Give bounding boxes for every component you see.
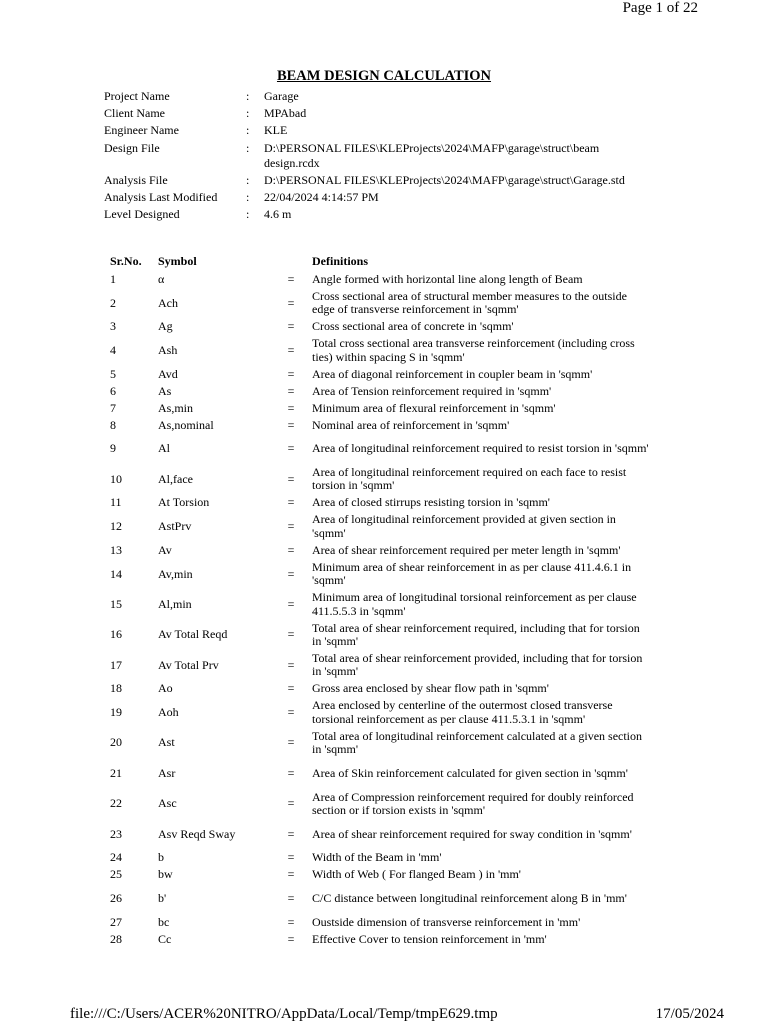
definition-row <box>110 789 670 819</box>
definition-text: Oustside dimension of transverse reinforcement in 'mm' <box>312 914 581 929</box>
header-definitions: Definitions <box>312 254 369 268</box>
definition-text: Minimum area of longitudinal torsional reinforcement as per clause 411.5.5.3 in 'sqmm' <box>312 590 637 618</box>
definition-row <box>110 849 670 866</box>
definition-symbol: Ag <box>158 319 173 334</box>
definition-text: Width of Web ( For flanged Beam ) in 'mm' <box>312 867 521 882</box>
equals-sign: = <box>287 765 295 780</box>
definition-text: Minimum area of shear reinforcement in as per clause 411.4.6.1 in 'sqmm' <box>312 559 632 588</box>
definition-sr-no: 15 <box>110 596 122 611</box>
definition-sr-no: 28 <box>110 931 122 946</box>
definition-symbol: Av <box>158 542 172 557</box>
definitions-body <box>110 271 670 948</box>
definition-symbol: Avd <box>158 366 178 381</box>
definition-sr-no: 25 <box>110 867 122 882</box>
page-number: Page 1 of 22 <box>622 0 698 16</box>
equals-sign: = <box>287 295 295 310</box>
document-title: BEAM DESIGN CALCULATION <box>276 68 492 84</box>
definition-sr-no: 1 <box>110 271 116 286</box>
definition-text: Area of longitudinal reinforcement required to resist torsion in 'sqmm' <box>312 441 649 456</box>
equals-sign: = <box>287 826 295 841</box>
info-value: D:\PERSONAL FILES\KLEProjects\2024\MAFP\garage\struct\Garage.std <box>264 172 625 187</box>
definition-sr-no: 12 <box>110 519 122 534</box>
definition-text: Cross sectional area of structural member measures to the outside edge of transverse reinforcement in 'sqmm' <box>312 288 627 317</box>
definition-symbol: Asr <box>158 765 176 780</box>
definition-text: Area of shear reinforcement required for sway condition in 'sqmm' <box>312 826 632 841</box>
equals-sign: = <box>287 342 295 357</box>
definition-sr-no: 26 <box>110 891 122 906</box>
definition-row <box>110 318 670 335</box>
definition-sr-no: 14 <box>110 566 122 581</box>
definition-text: Area of closed stirrups resisting torsion in 'sqmm' <box>312 495 550 510</box>
definition-symbol: Ast <box>158 735 175 750</box>
definition-row <box>110 914 670 931</box>
definition-row <box>110 512 670 542</box>
definition-row <box>110 758 670 788</box>
info-label: Level Designed <box>104 207 180 222</box>
info-label: Project Name <box>104 89 170 103</box>
definition-sr-no: 6 <box>110 383 116 398</box>
definition-row <box>110 434 670 464</box>
definition-row <box>110 271 670 288</box>
footer-date: 17/05/2024 <box>655 1006 724 1022</box>
definition-symbol: b' <box>158 891 167 906</box>
equals-sign: = <box>287 796 295 811</box>
equals-sign: = <box>287 417 295 432</box>
definition-sr-no: 13 <box>110 542 122 557</box>
project-info-row <box>104 141 664 171</box>
definition-row <box>110 495 670 512</box>
equals-sign: = <box>287 914 295 929</box>
definition-text: Area of shear reinforcement required per meter length in 'sqmm' <box>312 542 621 557</box>
definition-text: Area of longitudinal reinforcement provided at given section in 'sqmm' <box>312 512 616 540</box>
definition-symbol: AstPrv <box>158 519 192 534</box>
definition-symbol: As <box>158 383 172 398</box>
definition-symbol: Aoh <box>158 705 179 720</box>
equals-sign: = <box>287 867 295 882</box>
definition-symbol: Av Total Reqd <box>158 627 228 642</box>
definition-symbol: Ash <box>158 342 178 357</box>
definition-sr-no: 5 <box>110 366 116 381</box>
definition-text: Gross area enclosed by shear flow path in 'sqmm' <box>312 681 549 696</box>
equals-sign: = <box>287 400 295 415</box>
definition-row <box>110 417 670 434</box>
definition-sr-no: 18 <box>110 681 122 696</box>
definition-row <box>110 681 670 698</box>
definition-symbol: Asv Reqd Sway <box>158 826 236 841</box>
definition-row <box>110 650 670 680</box>
definition-text: Minimum area of flexural reinforcement in 'sqmm' <box>312 400 556 415</box>
definition-text: Area enclosed by centerline of the outermost closed transverse torsional reinforcement as per clause 411.5.3.1 in 'sqmm' <box>312 698 613 726</box>
definition-symbol: bc <box>158 914 170 929</box>
definition-row <box>110 464 670 494</box>
header-sr-no: Sr.No. <box>110 254 142 268</box>
project-info-row <box>104 106 664 121</box>
definition-row <box>110 620 670 650</box>
project-info-row <box>104 207 664 222</box>
equals-sign: = <box>287 319 295 334</box>
header-symbol: Symbol <box>158 254 197 268</box>
equals-sign: = <box>287 383 295 398</box>
definition-sr-no: 20 <box>110 735 122 750</box>
definition-symbol: Al <box>158 441 170 456</box>
definition-symbol: bw <box>158 867 173 882</box>
definition-symbol: As,nominal <box>158 417 214 432</box>
equals-sign: = <box>287 657 295 672</box>
equals-sign: = <box>287 271 295 286</box>
info-value: KLE <box>264 123 288 138</box>
definition-text: Width of the Beam in 'mm' <box>312 850 442 865</box>
equals-sign: = <box>287 441 295 456</box>
definition-text: Cross sectional area of concrete in 'sqmm' <box>312 319 514 334</box>
definition-sr-no: 9 <box>110 441 116 456</box>
project-info-row <box>104 89 664 104</box>
definition-text: Nominal area of reinforcement in 'sqmm' <box>312 417 510 432</box>
definition-sr-no: 23 <box>110 826 122 841</box>
definition-text: Total area of shear reinforcement provided, including that for torsion in 'sqmm' <box>312 651 643 679</box>
info-colon: : <box>246 207 250 222</box>
definition-symbol: Av Total Prv <box>158 657 219 672</box>
equals-sign: = <box>287 931 295 946</box>
info-label: Analysis File <box>104 172 168 187</box>
equals-sign: = <box>287 627 295 642</box>
definition-sr-no: 17 <box>110 657 122 672</box>
definition-symbol: At Torsion <box>158 495 210 510</box>
definition-row <box>110 335 670 365</box>
equals-sign: = <box>287 566 295 581</box>
definition-row <box>110 383 670 400</box>
equals-sign: = <box>287 596 295 611</box>
info-label: Engineer Name <box>104 123 179 138</box>
definition-text: Angle formed with horizontal line along length of Beam <box>312 271 583 286</box>
definition-symbol: Al,face <box>158 471 193 486</box>
definition-sr-no: 3 <box>110 319 116 334</box>
definition-sr-no: 8 <box>110 417 116 432</box>
definition-text: Total area of shear reinforcement required, including that for torsion in 'sqmm' <box>312 620 640 648</box>
definition-symbol: As,min <box>158 400 194 415</box>
definition-symbol: Ach <box>158 295 178 310</box>
definition-row <box>110 728 670 758</box>
info-colon: : <box>246 189 250 204</box>
project-info-row <box>104 123 664 138</box>
definition-symbol: Asc <box>158 796 177 811</box>
info-value: D:\PERSONAL FILES\KLEProjects\2024\MAFP\garage\struct\beam design.rcdx <box>264 140 600 170</box>
info-value: Garage <box>264 89 299 103</box>
definition-text: Total cross sectional area transverse reinforcement (including cross ties) within spacing S in 'sqmm' <box>312 336 635 364</box>
definition-row <box>110 542 670 559</box>
project-info-row <box>104 173 664 188</box>
definition-sr-no: 24 <box>110 850 122 865</box>
info-colon: : <box>246 89 250 103</box>
equals-sign: = <box>287 542 295 557</box>
definition-row <box>110 559 670 589</box>
definition-text: Area of Skin reinforcement calculated for given section in 'sqmm' <box>312 765 628 780</box>
equals-sign: = <box>287 891 295 906</box>
equals-sign: = <box>287 850 295 865</box>
equals-sign: = <box>287 519 295 534</box>
definition-row <box>110 931 670 948</box>
definition-sr-no: 2 <box>110 295 116 310</box>
definition-text: Total area of longitudinal reinforcement calculated at a given section in 'sqmm' <box>312 728 643 757</box>
definition-symbol: α <box>158 271 165 286</box>
definition-sr-no: 21 <box>110 765 122 780</box>
definition-sr-no: 19 <box>110 705 122 720</box>
equals-sign: = <box>287 495 295 510</box>
equals-sign: = <box>287 471 295 486</box>
info-colon: : <box>246 140 250 155</box>
definition-text: Effective Cover to tension reinforcement in 'mm' <box>312 931 547 946</box>
definition-symbol: b <box>158 850 164 865</box>
definitions-header-row <box>110 254 670 269</box>
definition-row <box>110 400 670 417</box>
info-colon: : <box>246 106 250 121</box>
definition-text: Area of longitudinal reinforcement required on each face to resist torsion in 'sqmm' <box>312 465 627 493</box>
definition-row <box>110 866 670 883</box>
definition-symbol: Cc <box>158 931 172 946</box>
equals-sign: = <box>287 681 295 696</box>
definition-sr-no: 16 <box>110 627 122 642</box>
definition-text: Area of diagonal reinforcement in coupler beam in 'sqmm' <box>312 366 593 381</box>
definition-sr-no: 27 <box>110 914 122 929</box>
definition-sr-no: 4 <box>110 342 116 357</box>
definition-sr-no: 10 <box>110 471 122 486</box>
equals-sign: = <box>287 366 295 381</box>
definition-row <box>110 819 670 849</box>
definition-sr-no: 7 <box>110 400 116 415</box>
definition-sr-no: 11 <box>110 495 122 510</box>
project-info-block <box>104 89 664 224</box>
definition-text: C/C distance between longitudinal reinforcement along B in 'mm' <box>312 891 627 906</box>
definition-text: Area of Compression reinforcement required for doubly reinforced section or if torsion exists in 'sqmm' <box>312 789 634 817</box>
info-label: Design File <box>104 140 160 155</box>
info-colon: : <box>246 123 250 138</box>
info-value: 22/04/2024 4:14:57 PM <box>264 189 379 204</box>
equals-sign: = <box>287 735 295 750</box>
definition-symbol: Ao <box>158 681 173 696</box>
definitions-table <box>110 254 670 948</box>
info-label: Analysis Last Modified <box>104 189 218 204</box>
header-spacer <box>270 254 312 269</box>
definition-row <box>110 589 670 619</box>
definition-symbol: Av,min <box>158 566 193 581</box>
definition-symbol: Al,min <box>158 596 192 611</box>
definition-row <box>110 288 670 318</box>
definition-row <box>110 366 670 383</box>
info-value: MPAbad <box>264 106 307 121</box>
equals-sign: = <box>287 705 295 720</box>
info-colon: : <box>246 172 250 187</box>
info-label: Client Name <box>104 106 165 121</box>
project-info-row <box>104 190 664 205</box>
definition-text: Area of Tension reinforcement required in 'sqmm' <box>312 383 552 398</box>
footer-file-path: file:///C:/Users/ACER%20NITRO/AppData/Local/Temp/tmpE629.tmp <box>70 1006 498 1022</box>
definition-sr-no: 22 <box>110 796 122 811</box>
definition-row <box>110 698 670 728</box>
info-value: 4.6 m <box>264 207 292 222</box>
definition-row <box>110 883 670 913</box>
